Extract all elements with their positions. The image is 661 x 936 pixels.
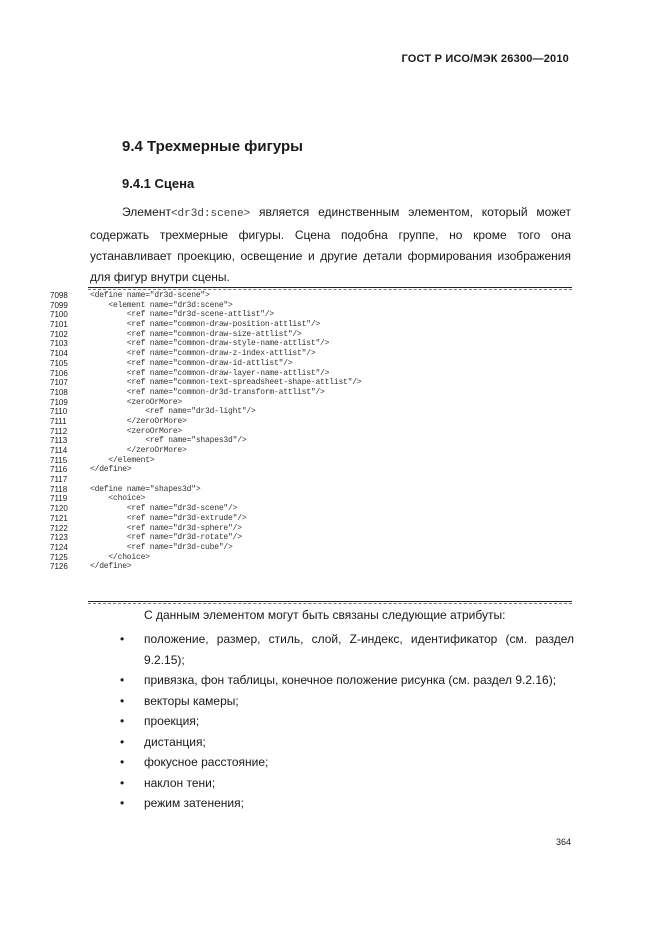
bullet-icon: • <box>120 775 125 790</box>
code-line <box>0 417 600 427</box>
line-number: 7115 <box>50 455 68 465</box>
line-number: 7123 <box>50 533 68 543</box>
code-text: <ref name="common-draw-position-attlist"/> <box>90 320 321 330</box>
bullet-icon: • <box>120 632 125 646</box>
code-text: <ref name="dr3d-extrude"/> <box>90 513 247 523</box>
code-line <box>0 494 600 504</box>
list-item <box>112 773 574 794</box>
code-text: <ref name="common-dr3d-transform-attlist"/> <box>90 387 325 397</box>
line-number: 7100 <box>50 310 68 320</box>
bullet-icon: • <box>120 673 125 687</box>
list-item <box>112 752 574 773</box>
paragraph-body: является единственным элементом, который может содержать трехмерные фигуры. Сцена подобна группе, но кроме того она устанавливает проекцию, освещение и другие детали формирования изображения для фигур внутри сцены. <box>90 205 571 284</box>
code-text: </define> <box>90 465 132 475</box>
code-line <box>0 533 600 543</box>
code-text: <ref name="dr3d-sphere"/> <box>90 523 242 533</box>
code-line <box>0 446 600 456</box>
code-text: <ref name="dr3d-rotate"/> <box>90 533 242 543</box>
code-line <box>0 320 600 330</box>
standard-header: ГОСТ Р ИСО/МЭК 26300—2010 <box>401 53 569 65</box>
line-number: 7126 <box>50 562 68 572</box>
code-text: <choice> <box>90 494 146 504</box>
code-text: <ref name="common-draw-size-attlist"/> <box>90 329 302 339</box>
code-text: <ref name="common-draw-id-attlist"/> <box>90 358 293 368</box>
list-item-text: режим затенения; <box>144 796 244 810</box>
line-number: 7116 <box>50 465 68 475</box>
code-text: </zeroOrMore> <box>90 416 187 426</box>
page-number: 364 <box>555 837 571 847</box>
bullet-icon: • <box>120 755 125 769</box>
line-number: 7125 <box>50 552 68 562</box>
line-number: 7124 <box>50 542 68 552</box>
code-line <box>0 378 600 388</box>
line-number: 7121 <box>50 513 68 523</box>
code-line <box>0 456 600 466</box>
code-text: </define> <box>90 562 132 572</box>
line-number: 7113 <box>50 436 68 446</box>
list-item-text: проекция; <box>144 714 200 728</box>
code-line <box>0 427 600 437</box>
inline-code-element: <dr3d:scene> <box>170 208 251 220</box>
code-line <box>0 562 600 572</box>
line-number: 7101 <box>50 320 68 330</box>
list-item <box>112 732 574 753</box>
line-number: 7109 <box>50 397 68 407</box>
code-text: <ref name="dr3d-scene"/> <box>90 504 238 514</box>
list-item-text: привязка, фон таблицы, конечное положение рисунка (см. раздел 9.2.16); <box>144 673 557 687</box>
code-line <box>0 398 600 408</box>
subsection-title: 9.4.1 Сцена <box>122 176 195 191</box>
list-item-text: положение, размер, стиль, слой, Z-индекс, идентификатор (см. раздел 9.2.15); <box>144 632 574 667</box>
code-line <box>0 553 600 563</box>
code-text: <ref name="common-draw-z-index-attlist"/> <box>90 349 316 359</box>
bullet-icon: • <box>120 693 125 708</box>
line-number: 7112 <box>50 426 68 436</box>
code-line <box>0 436 600 446</box>
list-item-text: дистанция; <box>144 734 206 749</box>
attributes-list <box>112 629 574 814</box>
line-number: 7119 <box>50 494 68 504</box>
line-number: 7104 <box>50 349 68 359</box>
code-text: <ref name="common-draw-layer-name-attlist"/> <box>90 368 330 378</box>
line-number: 7099 <box>50 300 68 310</box>
line-number: 7114 <box>50 446 68 455</box>
code-line <box>0 524 600 534</box>
code-text: <ref name="dr3d-cube"/> <box>90 542 233 552</box>
code-line <box>0 465 600 475</box>
line-number: 7117 <box>50 475 68 485</box>
bullet-icon: • <box>120 734 125 749</box>
code-top-rule <box>88 287 572 288</box>
list-item-text: векторы камеры; <box>144 693 239 708</box>
code-text: <ref name="dr3d-scene-attlist"/> <box>90 310 275 320</box>
code-line <box>0 504 600 514</box>
code-line <box>0 475 600 485</box>
list-item <box>112 670 574 691</box>
code-text: </element> <box>90 455 155 465</box>
line-number: 7105 <box>50 358 68 368</box>
code-top-rule-dashed <box>88 289 572 290</box>
line-number: 7111 <box>50 416 67 426</box>
code-line <box>0 388 600 398</box>
list-item <box>112 629 574 670</box>
code-text: <zeroOrMore> <box>90 397 183 407</box>
code-bottom-rule <box>88 601 572 602</box>
code-text: <ref name="common-text-spreadsheet-shape-attlist"/> <box>90 378 362 388</box>
list-item-text: наклон тени; <box>144 775 216 790</box>
code-text: <element name="dr3d:scene"> <box>90 300 233 310</box>
line-number: 7102 <box>50 329 68 339</box>
line-number: 7106 <box>50 368 68 378</box>
paragraph-lead: Элемент <box>122 205 171 219</box>
bullet-icon: • <box>120 714 125 728</box>
list-item-text: фокусное расстояние; <box>144 755 269 769</box>
code-line <box>0 330 600 340</box>
code-line <box>0 543 600 553</box>
code-line <box>0 359 600 369</box>
bullet-icon: • <box>120 796 125 810</box>
code-text: </zeroOrMore> <box>90 446 187 455</box>
code-text: <define name="shapes3d"> <box>90 484 201 494</box>
code-line <box>0 301 600 311</box>
code-line <box>0 349 600 359</box>
line-number: 7122 <box>50 523 68 533</box>
code-line <box>0 310 600 320</box>
code-text: <zeroOrMore> <box>90 426 183 436</box>
line-number: 7120 <box>50 504 68 514</box>
code-text: <define name="dr3d-scene"> <box>90 291 210 300</box>
list-item <box>112 711 574 732</box>
line-number: 7103 <box>50 339 68 349</box>
code-listing <box>0 291 600 572</box>
line-number: 7110 <box>50 407 68 417</box>
code-line <box>0 369 600 379</box>
code-text: </choice> <box>90 552 150 562</box>
intro-paragraph <box>90 202 571 288</box>
code-text: <ref name="common-draw-style-name-attlist"/> <box>90 339 330 349</box>
code-line <box>0 514 600 524</box>
list-item <box>112 691 574 712</box>
code-line <box>0 407 600 417</box>
line-number: 7118 <box>50 484 68 494</box>
code-text: <ref name="shapes3d"/> <box>90 436 247 446</box>
code-line <box>0 485 600 495</box>
code-text: <ref name="dr3d-light"/> <box>90 407 256 417</box>
line-number: 7107 <box>50 378 68 388</box>
section-title: 9.4 Трехмерные фигуры <box>122 138 303 155</box>
code-line <box>0 291 600 301</box>
line-number: 7108 <box>50 387 68 397</box>
list-item <box>112 793 574 814</box>
attributes-intro: С данным элементом могут быть связаны следующие атрибуты: <box>144 608 506 622</box>
code-line <box>0 339 600 349</box>
line-number: 7098 <box>50 291 68 300</box>
code-bottom-rule-dashed <box>88 603 572 604</box>
